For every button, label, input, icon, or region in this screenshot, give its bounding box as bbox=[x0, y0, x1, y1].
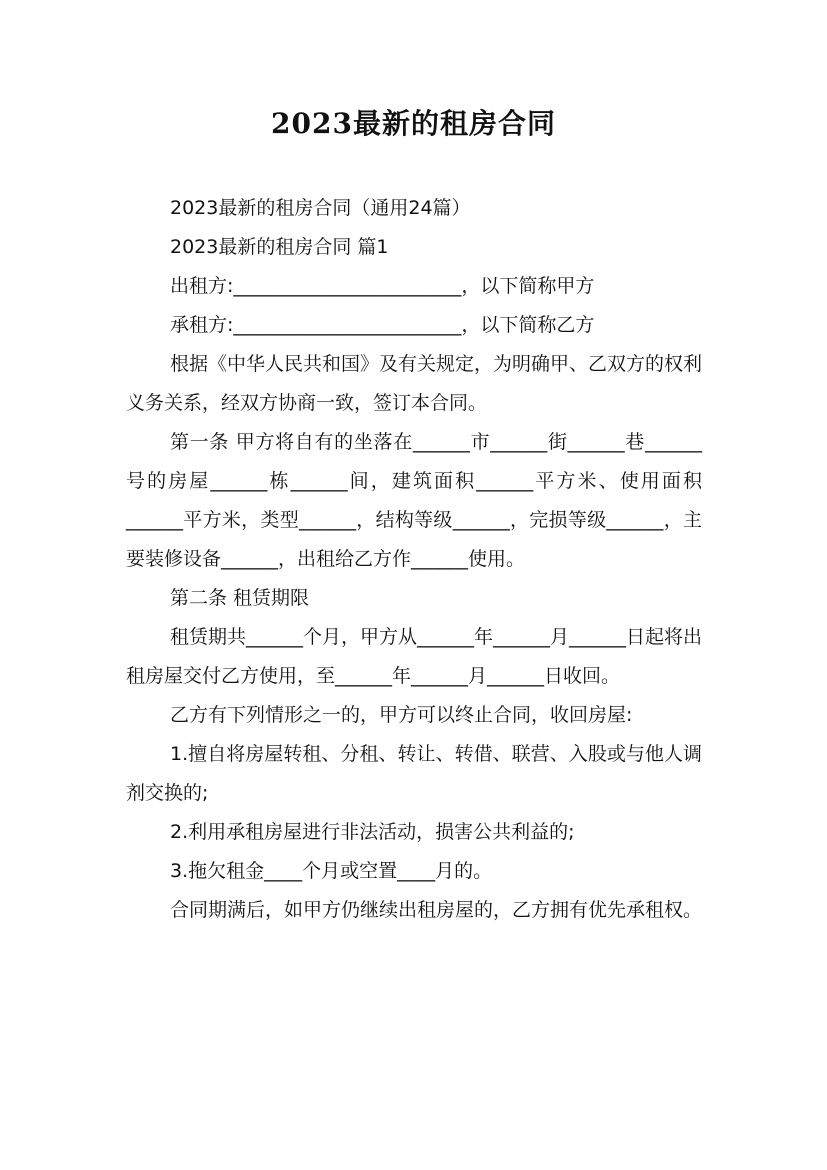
document-body bbox=[126, 189, 702, 930]
preamble-paragraph: 根据《中华人民共和国》及有关规定，为明确甲、乙双方的权利义务关系，经双方协商一致，签订本合同。 bbox=[126, 353, 703, 414]
document-title: 2023最新的租房合同 bbox=[271, 107, 556, 140]
lessor-line: 出租方:________________________，以下简称甲方 bbox=[170, 275, 595, 297]
doc-subtitle: 2023最新的租房合同（通用24篇） bbox=[170, 197, 471, 219]
article-1-paragraph: 第一条 甲方将自有的坐落在______市______街______巷______号的房屋______栋______间，建筑面积______平方米、使用面积______平方米，类型______，结构等级______，完损等级______，主要装修设备______，出租给乙方作______使用。 bbox=[126, 431, 702, 570]
renewal-paragraph: 合同期满后，如甲方仍继续出租房屋的，乙方拥有优先承租权。 bbox=[170, 899, 703, 921]
lessee-line: 承租方:________________________，以下简称乙方 bbox=[170, 314, 595, 336]
lease-term-paragraph: 租赁期共______个月，甲方从______年______月______日起将出租房屋交付乙方使用，至______年______月______日收回。 bbox=[126, 626, 703, 687]
section-heading: 2023最新的租房合同 篇1 bbox=[170, 236, 389, 258]
termination-intro: 乙方有下列情形之一的，甲方可以终止合同，收回房屋: bbox=[170, 704, 633, 726]
termination-item-3: 3.拖欠租金____个月或空置____月的。 bbox=[170, 860, 493, 882]
termination-item-2: 2.利用承租房屋进行非法活动，损害公共利益的; bbox=[170, 821, 575, 843]
article-2-heading: 第二条 租赁期限 bbox=[170, 587, 310, 609]
termination-item-1: 1.擅自将房屋转租、分租、转让、转借、联营、入股或与他人调剂交换的; bbox=[126, 743, 702, 804]
